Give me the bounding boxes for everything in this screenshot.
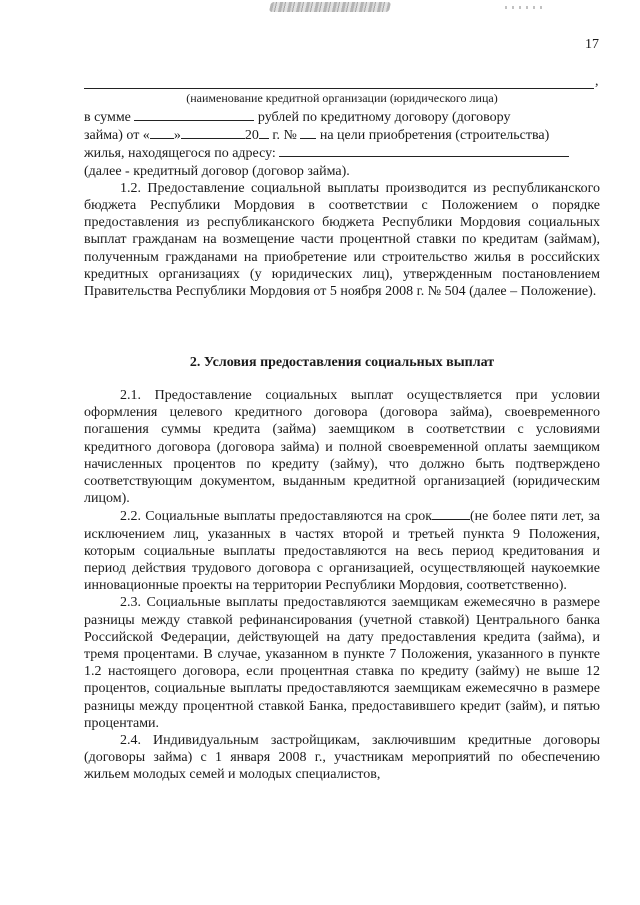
paragraph-2-2 xyxy=(84,507,600,594)
amount-blank xyxy=(134,108,254,121)
trailing-comma: , xyxy=(595,74,599,89)
scan-artifact xyxy=(269,2,391,12)
amount-suffix: рублей по кредитному договору (договору xyxy=(257,110,511,125)
paragraph-2-1: 2.1. Предоставление социальных выплат осуществляется при условии оформления целевого кредитного договора (договора займа), своевременного погашения суммы кредита (займа) заемщиком в соответствии с условиями кредитного договора (договора займа) и полной своевременной оплаты заемщиком начисленных процентов по кредиту (займу), что должно быть подтверждено соответствующим документом, выданным кредитной организацией (юридическим лицом). xyxy=(84,388,600,507)
date-close-quote: » xyxy=(173,128,181,144)
scan-artifact-small xyxy=(505,6,547,9)
paragraph-2-4: 2.4. Индивидуальным застройщикам, заключившим кредитные договоры (договоры займа) с 1 января 2008 г., участникам мероприятий по обеспечению жильем молодых семей и молодых специалистов, xyxy=(84,733,600,783)
amount-label: в сумме xyxy=(84,110,131,125)
term-blank xyxy=(432,507,470,520)
date-open-label: займа) от « xyxy=(84,128,150,144)
year-blank xyxy=(259,126,269,139)
amount-line xyxy=(84,108,600,126)
paragraph-1-2: 1.2. Предоставление социальной выплаты производится из республиканского бюджета Республики Мордовия в соответствии с Положением о порядке предоставления из республиканского бюджета Республики Мордовия социальных выплат гражданам на возмещение части процентной ставки по кредитам (займам), полученным гражданами на приобретение или строительство жилья в российских кредитных организациях (у юридических лиц), утвержденным постановлением Правительства Республики Мордовия от 5 ноября 2008 г. № 504 (далее – Положение). xyxy=(84,180,600,300)
number-blank xyxy=(300,126,316,139)
section-2-body xyxy=(84,387,600,784)
purpose-text: на цели приобретения (строительства) xyxy=(319,128,550,144)
month-blank xyxy=(181,126,245,139)
paragraph-2-3: 2.3. Социальные выплаты предоставляются заемщикам ежемесячно в размере разницы между ставкой рефинансирования (учетной ставкой) Центрального банка Российской Федерации, действующей на дату предоставления кредита (займа), и тремя процентами. В случае, указанном в пункте 7 Положения, указанного в пункте 1.2 настоящего договора, если процентная ставка по кредиту (займу) не выше 12 процентов, социальные выплаты предоставляются заемщикам ежемесячно в размере разницы между процентной ставкой Банка, предоставившего кредит (займ), и пятью процентами. xyxy=(84,595,600,731)
page-number: 17 xyxy=(585,37,599,52)
paragraph-2-2-start: 2.2. Социальные выплаты предоставляются на срок xyxy=(120,509,433,525)
organization-name-blank xyxy=(84,88,594,89)
address-label: жилья, находящегося по адресу: xyxy=(84,146,276,162)
section-2-heading: 2. Условия предоставления социальных выплат xyxy=(189,355,495,370)
address-blank xyxy=(279,144,569,157)
day-blank xyxy=(150,126,174,139)
contract-date-line xyxy=(84,126,600,144)
paragraph-2-2-rest: (не более пяти лет, за исключением лиц, указанных в частях второй и третьей пункта 9 Положения, которым социальные выплаты предоставляются на весь период кредитования и период действия трудового договора с организацией, осуществляющей наукоемкие инновационные проекты на территории Республики Мордовия, соответственно). xyxy=(84,509,600,594)
year-prefix: 20 xyxy=(244,128,259,144)
organization-caption: (наименование кредитной организации (юридического лица) xyxy=(186,91,498,105)
contract-intro xyxy=(84,108,600,300)
contract-alias: (далее - кредитный договор (договор займа). xyxy=(84,163,350,179)
address-line xyxy=(84,144,600,162)
number-label: г. № xyxy=(272,128,297,144)
